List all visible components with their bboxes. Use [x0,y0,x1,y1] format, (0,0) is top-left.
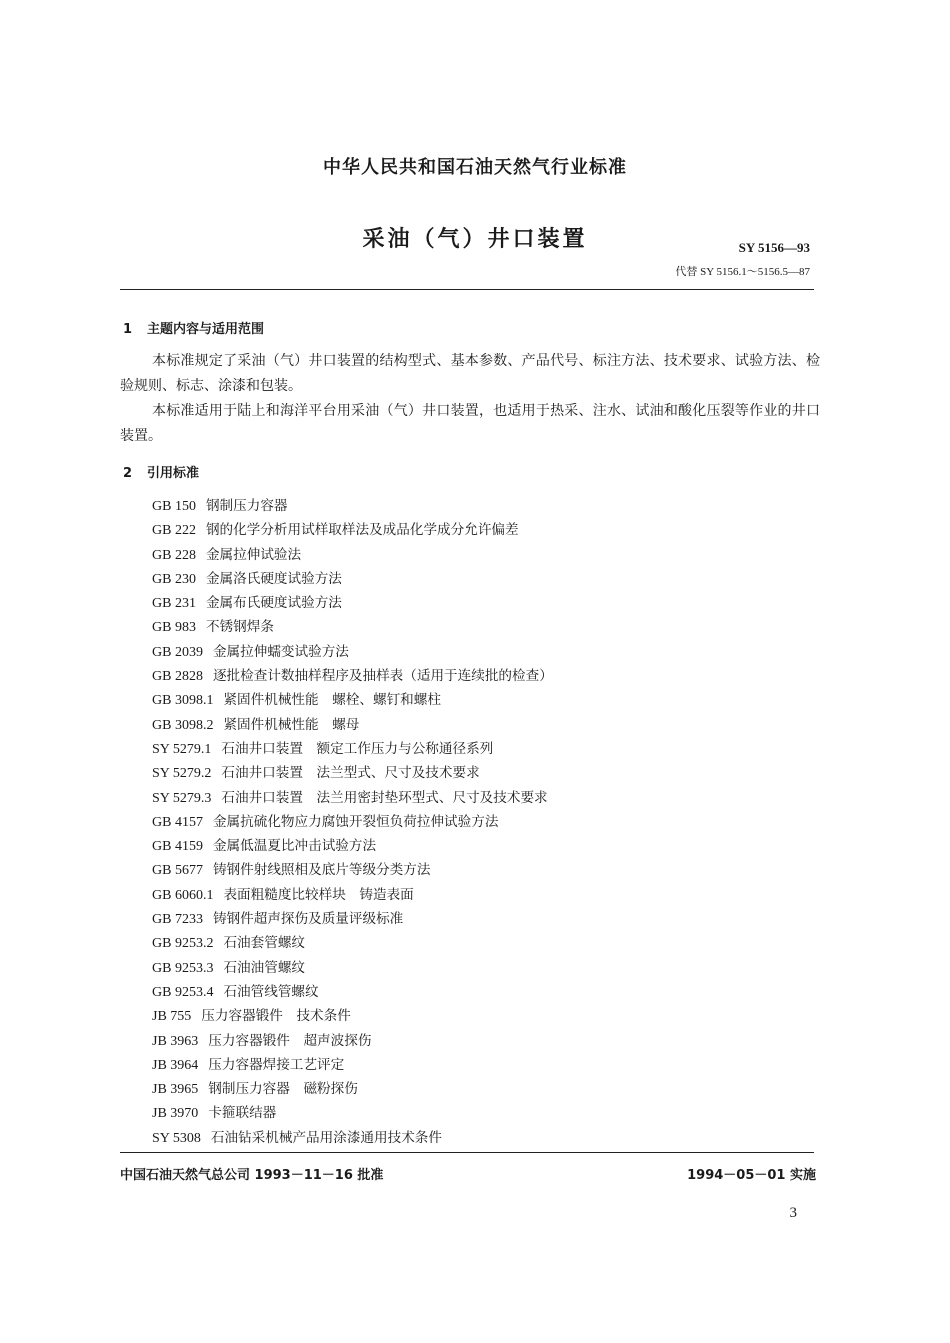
reference-item [152,494,553,518]
section-1-paragraph: 本标准适用于陆上和海洋平台用采油（气）井口装置，也适用于热采、注水、试油和酸化压裂等作业的井口装置。 [120,403,820,444]
reference-item [152,858,553,882]
reference-item [152,664,553,688]
reference-item [152,737,553,761]
reference-code: GB 2828 [152,669,203,685]
reference-code: JB 3970 [152,1106,199,1122]
reference-item [152,1077,553,1101]
reference-code: GB 5677 [152,863,203,879]
reference-code: GB 3098.1 [152,693,214,709]
reference-title: 压力容器焊接工艺评定 [208,1056,345,1073]
reference-title: 金属低温夏比冲击试验方法 [212,838,377,855]
reference-title: 钢制压力容器 磁粉探伤 [208,1081,358,1098]
reference-code: GB 7233 [152,912,203,928]
reference-title: 不锈钢焊条 [205,619,274,636]
reference-title: 钢制压力容器 [205,498,288,514]
reference-code: GB 230 [152,571,196,587]
section-1-heading [123,318,264,337]
document-title: 采油（气）井口装置 [362,227,588,252]
reference-title: 压力容器锻件 超声波探伤 [208,1032,372,1049]
reference-code: GB 4159 [152,839,203,855]
reference-code: JB 755 [152,1009,192,1025]
reference-item [152,834,553,858]
reference-code: GB 983 [152,620,196,636]
reference-title: 金属拉伸试验法 [205,546,302,563]
replaces-note: 代替 SY 5156.1～5156.5—87 [675,266,810,278]
reference-item [152,591,553,615]
reference-code: JB 3964 [152,1057,199,1073]
reference-code: GB 228 [152,547,196,563]
section-2-number: 2 [123,466,133,481]
standard-number: SY 5156—93 [738,240,810,255]
reference-code: GB 222 [152,523,196,539]
reference-title: 石油井口装置 额定工作压力与公称通径系列 [221,740,494,757]
reference-code: GB 9253.3 [152,960,214,976]
reference-title: 石油井口装置 法兰用密封垫环型式、尺寸及技术要求 [221,789,548,806]
reference-title: 铸钢件射线照相及底片等级分类方法 [212,862,431,879]
reference-item [152,1101,553,1125]
reference-item [152,931,553,955]
reference-item [152,1004,553,1028]
reference-title: 压力容器锻件 技术条件 [201,1008,351,1025]
reference-item [152,518,553,542]
reference-title: 紧固件机械性能 螺栓、螺钉和螺柱 [223,692,441,709]
reference-item [152,567,553,591]
reference-code: JB 3965 [152,1082,199,1098]
reference-code: SY 5279.1 [152,741,212,757]
reference-item [152,980,553,1004]
reference-item [152,1029,553,1053]
header-divider [120,289,814,290]
reference-title: 石油油管螺纹 [223,959,306,976]
reference-item [152,956,553,980]
reference-code: GB 6060.1 [152,887,214,903]
reference-item [152,543,553,567]
section-1-title: 主题内容与适用范围 [147,322,265,337]
reference-title: 铸钢件超声探伤及质量评级标准 [212,911,404,928]
reference-item [152,786,553,810]
reference-code: GB 4157 [152,814,203,830]
reference-code: SY 5308 [152,1130,201,1146]
reference-code: JB 3963 [152,1033,199,1049]
footer-divider [120,1152,814,1153]
reference-title: 表面粗糙度比较样块 铸造表面 [223,886,414,903]
reference-title: 紧固件机械性能 螺母 [223,716,360,733]
reference-code: GB 9253.4 [152,984,214,1000]
reference-list [152,494,553,1150]
section-1-number: 1 [123,322,133,337]
reference-title: 石油套管螺纹 [223,935,306,952]
reference-item [152,713,553,737]
reference-title: 钢的化学分析用试样取样法及成品化学成分允许偏差 [205,522,519,539]
reference-title: 金属洛氏硬度试验方法 [205,570,342,587]
reference-title: 石油井口装置 法兰型式、尺寸及技术要求 [221,765,480,782]
reference-code: SY 5279.3 [152,790,212,806]
reference-code: SY 5279.2 [152,766,212,782]
reference-code: GB 150 [152,499,196,514]
reference-code: GB 9253.2 [152,936,214,952]
reference-title: 石油管线管螺纹 [223,983,319,1000]
section-2-heading [123,462,199,481]
section-1-paragraph: 本标准规定了采油（气）井口装置的结构型式、基本参数、产品代号、标注方法、技术要求、试验方法、检验规则、标志、涂漆和包装。 [120,353,820,394]
reference-title: 金属拉伸蠕变试验方法 [212,643,349,660]
reference-item [152,688,553,712]
reference-title: 卡箍联结器 [208,1105,277,1122]
reference-title: 逐批检查计数抽样程序及抽样表（适用于连续批的检查） [212,668,553,685]
reference-item [152,1053,553,1077]
reference-item [152,615,553,639]
reference-code: GB 2039 [152,644,203,660]
page-number: 3 [789,1205,797,1221]
reference-code: GB 3098.2 [152,717,214,733]
approval-note: 中国石油天然气总公司 1993－11－16 批准 [120,1168,384,1183]
implementation-date: 1994－05－01 实施 [687,1168,816,1183]
reference-title: 石油钻采机械产品用涂漆通用技术条件 [210,1129,442,1146]
reference-item [152,761,553,785]
issuer-title: 中华人民共和国石油天然气行业标准 [323,157,627,178]
reference-title: 金属抗硫化物应力腐蚀开裂恒负荷拉伸试验方法 [212,813,499,830]
reference-item [152,640,553,664]
reference-item [152,907,553,931]
reference-item [152,1126,553,1150]
reference-code: GB 231 [152,596,196,612]
section-2-title: 引用标准 [147,466,200,481]
reference-title: 金属布氏硬度试验方法 [205,595,342,612]
reference-item [152,810,553,834]
reference-item [152,883,553,907]
